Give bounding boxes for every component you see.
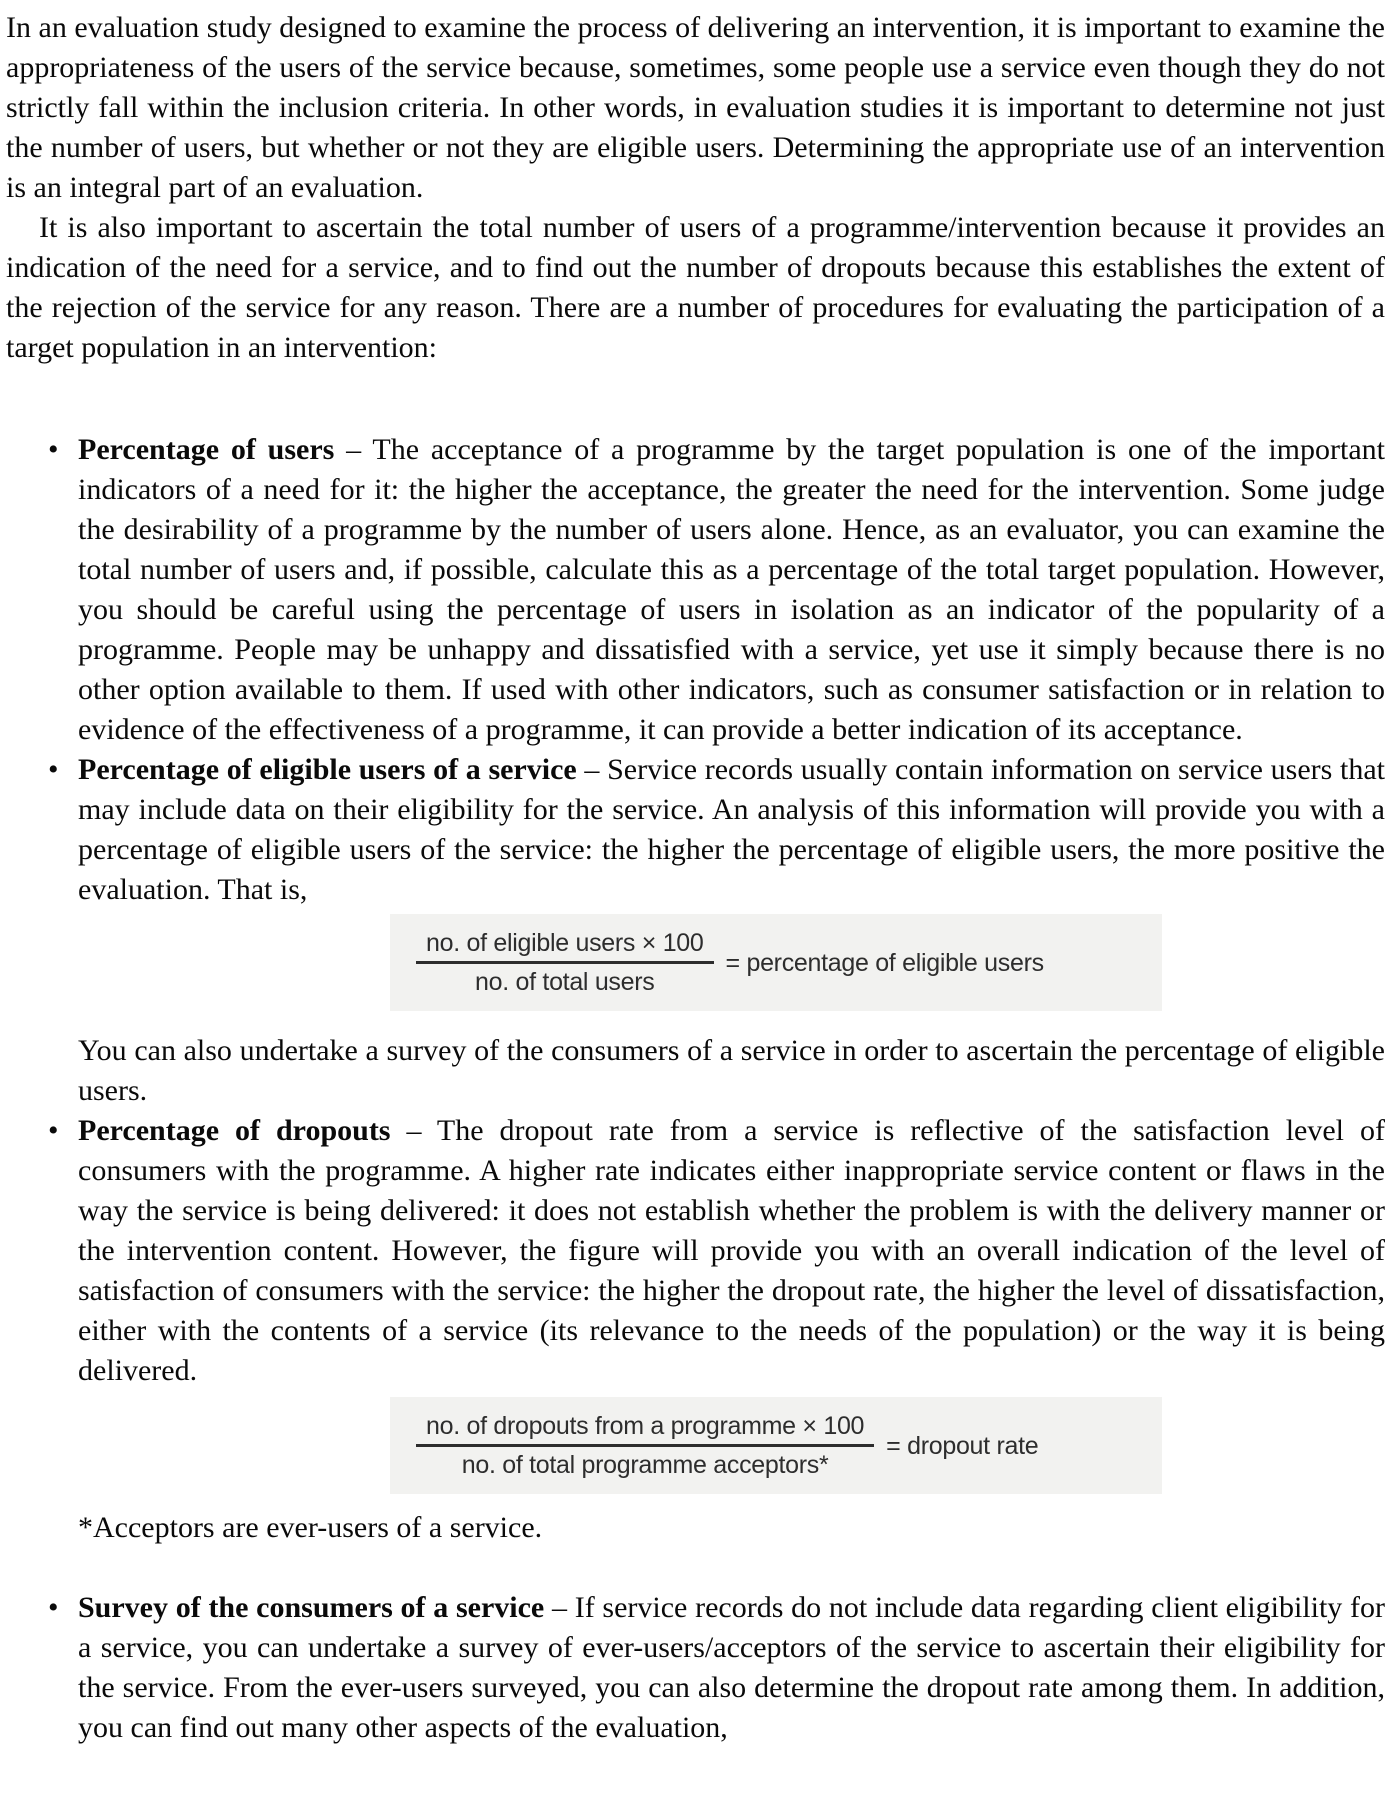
bullet-item-survey-of-consumers <box>6 1588 1385 1748</box>
bullet-lead: Percentage of eligible users of a service <box>78 753 577 786</box>
formula-denominator: no. of total programme acceptors* <box>416 1444 874 1480</box>
bullet-body: – The acceptance of a programme by the target population is one of the important indicators of a need for it: the higher the acceptance, the greater the need for the intervention. Some judge the desirability of a programme by the number of users alone. Hence, as an evaluator, you can examine the total number of users and, if possible, calculate this as a percentage of the total target population. However, you should be careful using the percentage of users in isolation as an indicator of the popularity of a programme. People may be unhappy and dissatisfied with a service, yet use it simply because there is no other option available to them. If used with other indicators, such as consumer satisfaction or in relation to evidence of the effectiveness of a programme, it can provide a better indication of its acceptance. <box>78 433 1385 746</box>
bullet-text <box>78 430 1385 750</box>
bullet-lead: Percentage of dropouts <box>78 1114 391 1147</box>
bullet-lead: Survey of the consumers of a service <box>78 1591 545 1624</box>
bullet-icon: • <box>48 1114 59 1147</box>
bullet-lead: Percentage of users <box>78 433 335 466</box>
bullet-text <box>78 1111 1385 1391</box>
continuation-paragraph: You can also undertake a survey of the consumers of a service in order to ascertain the percentage of eligible users. <box>78 1034 1385 1107</box>
bullet-item-percentage-of-users <box>6 430 1385 750</box>
bullet-item-percentage-of-eligible-users <box>6 750 1385 910</box>
bullet-item-percentage-of-dropouts <box>6 1111 1385 1391</box>
second-paragraph: It is also important to ascertain the total number of users of a programme/intervention because it provides an indication of the need for a service, and to find out the number of dropouts because this establishes the extent of the rejection of the service for any reason. There are a number of procedures for evaluating the participation of a target population in an intervention: <box>6 211 1385 364</box>
bullet-body: – Service records usually contain information on service users that may include data on their eligibility for the service. An analysis of this information will provide you with a percentage of eligible users of the service: the higher the percentage of eligible users, the more positive the evaluation. That is, <box>78 753 1385 906</box>
acceptors-footnote: *Acceptors are ever-users of a service. <box>78 1511 543 1544</box>
bullet-icon: • <box>48 433 59 466</box>
formula-denominator: no. of total users <box>416 961 714 997</box>
formula-fraction <box>416 928 714 997</box>
formula-numerator: no. of dropouts from a programme × 100 <box>426 1412 865 1440</box>
formula-result: = percentage of eligible users <box>725 948 1044 977</box>
bullet-icon: • <box>48 753 59 786</box>
bullet-body: – If service records do not include data regarding client eligibility for a service, you can undertake a survey of ever-users/acceptors of the service to ascertain their eligibility for the service. From the ever-users surveyed, you can also determine the dropout rate among them. In addition, you can find out many other aspects of the evaluation, <box>78 1591 1385 1744</box>
formula-fraction <box>416 1411 874 1480</box>
formula-percentage-of-eligible-users <box>390 914 1162 1011</box>
bullet-text <box>78 1588 1385 1748</box>
formula-result: = dropout rate <box>886 1431 1039 1460</box>
formula-numerator: no. of eligible users × 100 <box>426 929 704 957</box>
formula-dropout-rate <box>390 1397 1162 1494</box>
bullet-icon: • <box>48 1591 59 1624</box>
bullet-body: – The dropout rate from a service is reflective of the satisfaction level of consumers with the programme. A higher rate indicates either inappropriate service content or flaws in the way the service is being delivered: it does not establish whether the problem is with the delivery manner or the intervention content. However, the figure will provide you with an overall indication of the level of satisfaction of consumers with the service: the higher the dropout rate, the higher the level of dissatisfaction, either with the contents of a service (its relevance to the needs of the population) or the way it is being delivered. <box>78 1114 1385 1387</box>
bullet-text <box>78 750 1385 910</box>
intro-paragraph: In an evaluation study designed to examine the process of delivering an intervention, it is important to examine the appropriateness of the users of the service because, sometimes, some people use a service even though they do not strictly fall within the inclusion criteria. In other words, in evaluation studies it is important to determine not just the number of users, but whether or not they are eligible users. Determining the appropriate use of an intervention is an integral part of an evaluation. <box>6 11 1385 204</box>
